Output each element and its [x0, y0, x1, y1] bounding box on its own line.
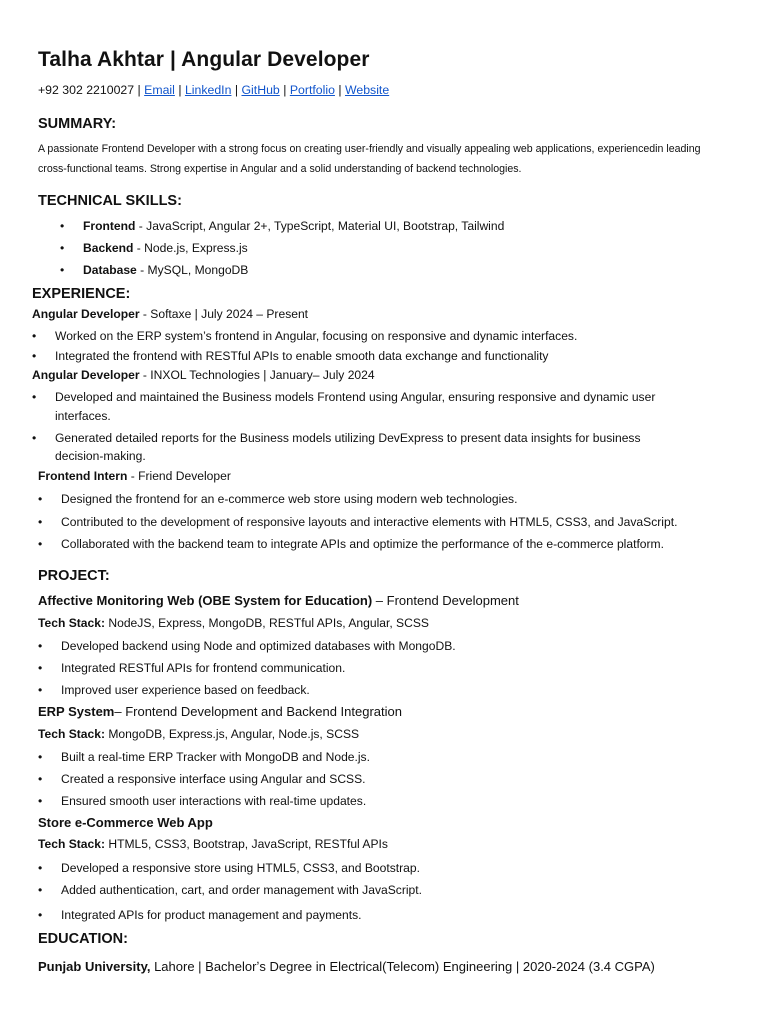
project-title — [38, 704, 402, 719]
bullet-icon: • — [38, 908, 43, 922]
bullet-icon: • — [60, 241, 65, 255]
job-role: Angular Developer — [32, 368, 140, 382]
education-detail: Lahore | Bachelorʼs Degree in Electrical(Telecom) Engineering | 2020-2024 (3.4 CGPA) — [150, 959, 655, 974]
separator: | — [178, 83, 182, 97]
job-title — [38, 469, 231, 483]
bullet-icon: • — [38, 515, 43, 529]
resume-name-title: Talha Akhtar | Angular Developer — [38, 48, 370, 71]
bullet-icon: • — [38, 683, 43, 697]
job-meta: - Softaxe | July 2024 – Present — [139, 307, 309, 321]
separator: | — [283, 83, 287, 97]
project-desc: – Frontend Development — [372, 593, 519, 608]
bullet-icon: • — [38, 861, 43, 875]
bullet-icon: • — [32, 349, 37, 363]
separator: | — [137, 83, 141, 97]
phone-number: +92 302 2210027 — [38, 83, 135, 97]
resume-page: Talha Akhtar | Angular Developer +92 302 2210027 | Email | LinkedIn | GitHub | Portfolio | Website SUMMARY: A passionate Frontend Developer with a strong focus on creating user-friendly and visually appealing web applications, experiencedin leading cross-functional teams. Strong expertise in Angular and a solid understanding of backend technologies. TECHNICAL SKILLS: • Frontend - JavaScript, Angular 2+, TypeScript, Material UI, Bootstrap, Tailwind • Backend - Node.js, Express.js • Database - MySQL, MongoDB EXPERIENCE: Angular Developer - Softaxe | July 2024 – Present • Worked on the ERP system’s frontend in Angular, focusing on responsive and dynamic interfaces. • Integrated the frontend with RESTful APIs to enable smooth data exchange and functionality Angular Developer - INXOL Technologies | January– July 2024 • Developed and maintained the Business models Frontend using Angular, ensuring responsive and dynamic user interfaces. • Generated detailed reports for the Business models utilizing DevExpress to present data insights for business decision-making. Frontend Intern - Friend Developer • Designed the frontend for an e-commerce web store using modern web technologies. • Contributed to the development of responsive layouts and interactive elements with HTML5, CSS3, and JavaScript. • Collaborated with the backend team to integrate APIs and optimize the performance of the e-commerce platform. PROJECT: Affective Monitoring Web (OBE System for Education) – Frontend Development Tech Stack: NodeJS, Express, MongoDB, RESTful APIs, Angular, SCSS • Developed backend using Node and optimized databases with MongoDB. • Integrated RESTful APIs for frontend communication. • Improved user experience based on feedback. ERP System– Frontend Development and Backend Integration Tech Stack: MongoDB, Express.js, Angular, Node.js, SCSS • Built a real-time ERP Tracker with MongoDB and Node.js. • Created a responsive interface using Angular and SCSS. • Ensured smooth user interactions with real-time updates. Store e-Commerce Web App Tech Stack: HTML5, CSS3, Bootstrap, JavaScript, RESTful APIs • Developed a responsive store using HTML5, CSS3, and Bootstrap. • Added authentication, cart, and order management with JavaScript. • Integrated APIs for product management and payments. EDUCATION: Punjab University, Lahore | Bachelorʼs Degree in Electrical(Telecom) Engineering | 2020-2024 (3.4 CGPA) — [0, 0, 768, 1024]
bullet-icon: • — [38, 639, 43, 653]
portfolio-link[interactable]: Portfolio — [289, 83, 335, 97]
bullet-icon: • — [38, 537, 43, 551]
separator: | — [338, 83, 342, 97]
summary-text: A passionate Frontend Developer with a strong focus on creating user-friendly and visually appealing web applications, experiencedin leading cross-functional teams. Strong expertise in Angular and a solid understanding of backend technologies. — [38, 143, 701, 175]
contact-line — [38, 83, 389, 97]
bullet-icon: • — [38, 772, 43, 786]
bullet-icon: • — [38, 661, 43, 675]
education-line — [38, 959, 655, 974]
project-stack: Tech Stack: MongoDB, Express.js, Angular, Node.js, SCSS — [38, 727, 360, 741]
project-heading: PROJECT: — [38, 568, 110, 584]
email-link[interactable]: Email — [144, 83, 175, 97]
project-title — [38, 593, 519, 608]
skill-label: Database — [83, 263, 137, 277]
bullet-icon: • — [32, 431, 37, 445]
bullet-icon: • — [32, 390, 37, 404]
tech-stack-label: Tech Stack: — [38, 616, 105, 630]
bullet-icon: • — [60, 263, 65, 277]
education-heading: EDUCATION: — [38, 931, 128, 947]
bullet-icon: • — [38, 794, 43, 808]
experience-heading: EXPERIENCE: — [32, 286, 131, 302]
project-stack: Tech Stack: NodeJS, Express, MongoDB, RESTful APIs, Angular, SCSS — [38, 616, 429, 630]
linkedin-link[interactable]: LinkedIn — [184, 83, 232, 97]
project-name: Affective Monitoring Web (OBE System for Education) — [38, 593, 373, 608]
skill-text: - JavaScript, Angular 2+, TypeScript, Material UI, Bootstrap, Tailwind — [135, 219, 505, 233]
project-desc: – Frontend Development and Backend Integration — [114, 704, 402, 719]
school-name: Punjab University, — [38, 959, 151, 974]
bullet-icon: • — [38, 750, 43, 764]
project-stack: Tech Stack: HTML5, CSS3, Bootstrap, JavaScript, RESTful APIs — [38, 837, 388, 851]
website-link[interactable]: Website — [344, 83, 390, 97]
tech-stack-label: Tech Stack: — [38, 837, 105, 851]
job-meta: - Friend Developer — [127, 469, 231, 483]
skill-text: - MySQL, MongoDB — [136, 263, 249, 277]
github-link[interactable]: GitHub — [241, 83, 280, 97]
job-meta: - INXOL Technologies | January– July 2024 — [139, 368, 375, 382]
bullet-icon: • — [38, 883, 43, 897]
skill-text: - Node.js, Express.js — [133, 241, 248, 255]
project-name: Store e-Commerce Web App — [38, 815, 213, 830]
job-role: Frontend Intern — [38, 469, 128, 483]
skill-label: Backend — [83, 241, 134, 255]
job-title — [32, 368, 375, 382]
bullet-icon: • — [32, 329, 37, 343]
job-role: Angular Developer — [32, 307, 140, 321]
project-name: ERP System — [38, 704, 115, 719]
bullet-icon: • — [60, 219, 65, 233]
job-title — [32, 307, 308, 321]
bullet-icon: • — [38, 492, 43, 506]
skills-heading: TECHNICAL SKILLS: — [38, 193, 182, 209]
tech-stack-label: Tech Stack: — [38, 727, 105, 741]
project-title — [38, 815, 213, 830]
summary-heading: SUMMARY: — [38, 116, 117, 132]
separator: | — [234, 83, 239, 97]
skill-label: Frontend — [83, 219, 136, 233]
